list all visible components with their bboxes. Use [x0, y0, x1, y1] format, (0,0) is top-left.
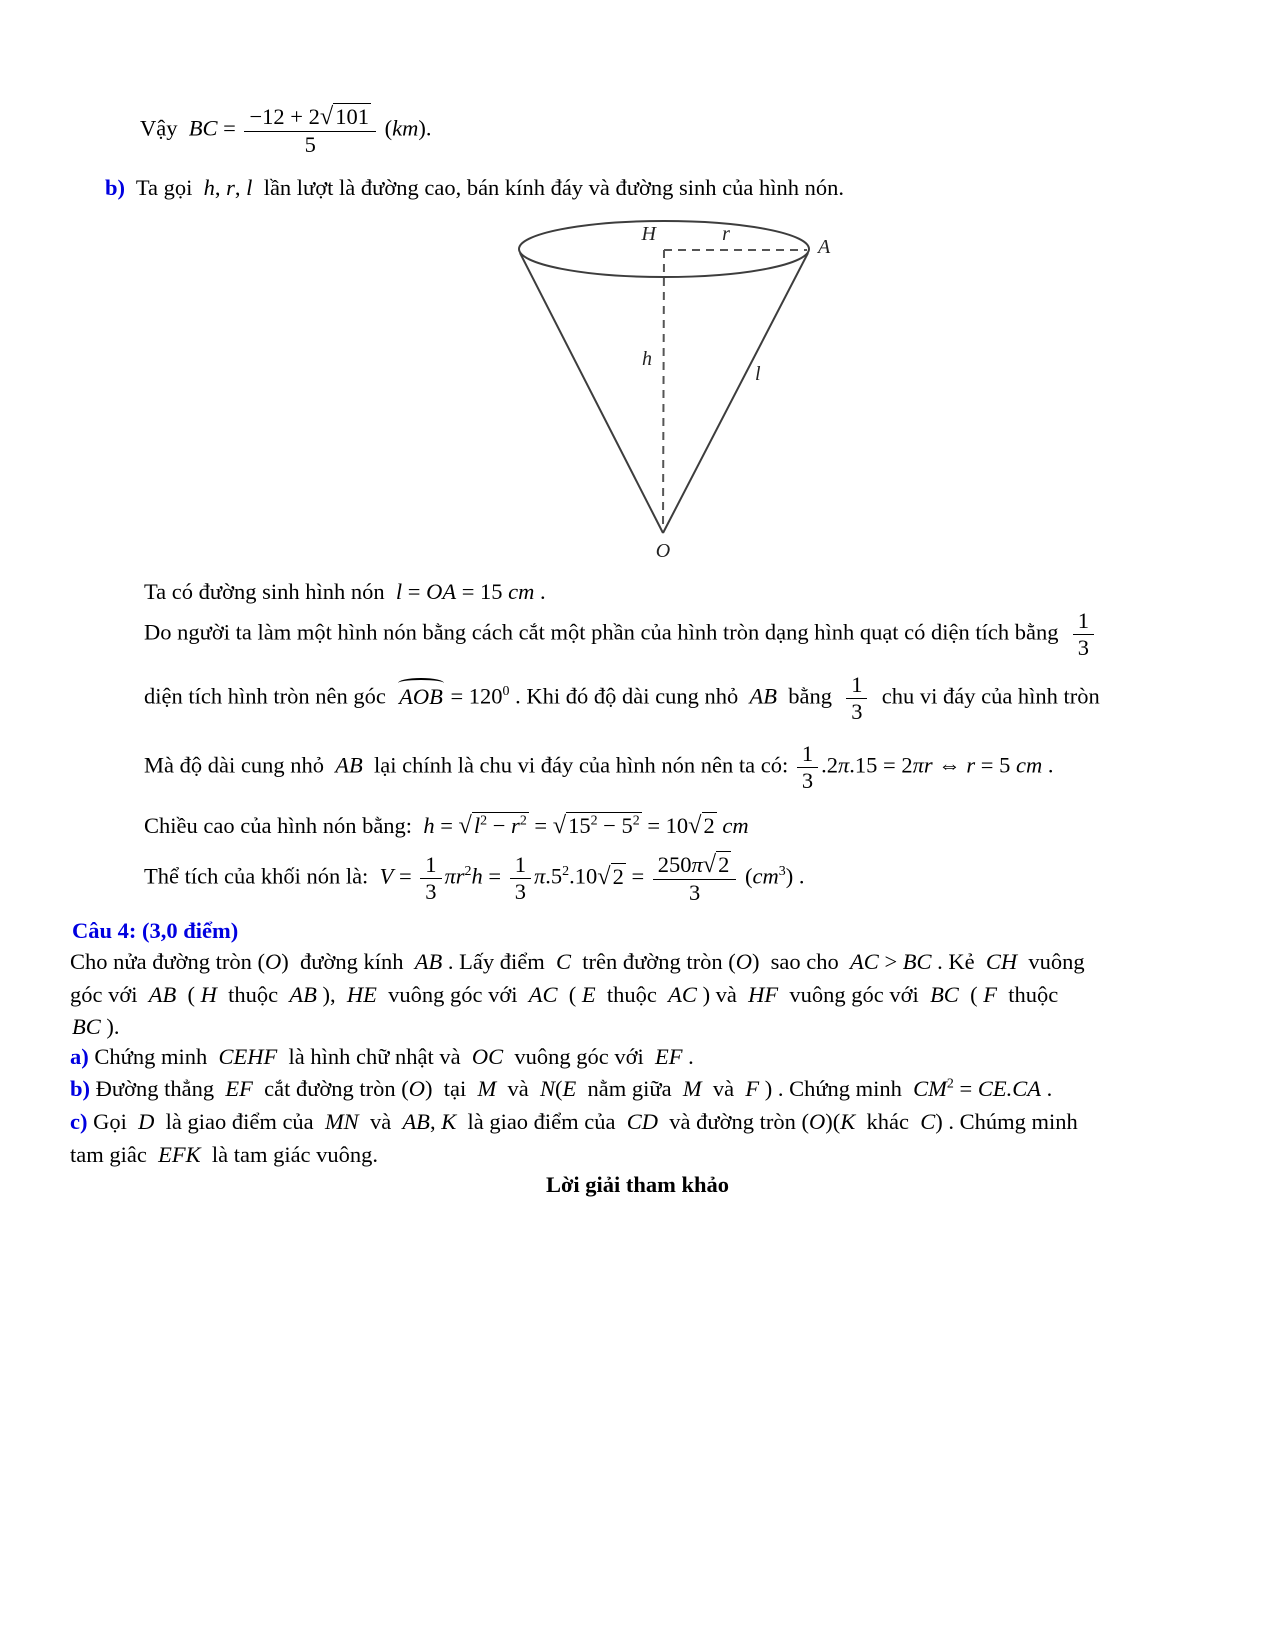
cone-height-dashed-line — [663, 250, 664, 530]
square-root: √2 — [702, 851, 730, 878]
fraction: $\frac{1}{3}$ — [846, 672, 867, 725]
solution-line-do-nguoi: Do người ta làm một hình nón bằng cách cắt một phần của hình tròn dạng hình quạt có diện tích bằng $\frac{1}{3}$ — [144, 608, 1097, 661]
cau4-item-b: b) Đường thẳng EF cắt đường tròn (O) tại M và N(E nằm giữa M và F ) . Chứng minh $CM^2 = CE.CA$ . — [70, 1076, 1053, 1101]
cau4-problem-line3: BC ). — [72, 1014, 120, 1039]
cone-figure-svg — [478, 212, 848, 564]
solution-line-part-b-intro: b) Ta gọi h, r, l lần lượt là đường cao, bán kính đáy và đường sinh của hình nón. — [105, 175, 844, 200]
fraction: $\frac{-12 + 2√101}{5}$ — [244, 103, 375, 158]
cau4-item-c-line1: c) Gọi D là giao điểm của MN và AB, K là giao điểm của CD và đường tròn (O)(K khác C) . Chúmg minh — [70, 1109, 1078, 1134]
square-root: $√15^2 - 5^2$ — [552, 812, 640, 839]
solution-line-duong-sinh: Ta có đường sinh hình nón l = OA = 15 cm . — [144, 579, 546, 604]
cone-label-H: H — [641, 223, 656, 245]
cone-label-l: l — [755, 363, 761, 385]
cau4-problem-line1: Cho nửa đường tròn (O) đường kính AB . Lấy điểm C trên đường tròn (O) sao cho AC > BC . Kẻ CH vuông — [70, 949, 1085, 974]
solution-line-ma-do-dai: Mà độ dài cung nhỏ AB lại chính là chu vi đáy của hình nón nên ta có: $\frac{1}{3}$ .2π.15 = 2πr ⇔ r = 5 cm . — [144, 741, 1054, 793]
arc-overline: AOB — [397, 682, 445, 711]
solution-line-dien-tich: diện tích hình tròn nên góc AOB = $120^0$ . Khi đó độ dài cung nhỏ AB bằng $\frac{1}{3}$ chu vi đáy của hình tròn — [144, 672, 1100, 724]
square-root: √101 — [319, 103, 369, 130]
square-root: √2 — [688, 812, 715, 839]
cone-figure — [478, 212, 848, 570]
fraction: $\frac{1}{3}$ — [510, 852, 531, 905]
cone-label-h: h — [642, 348, 652, 370]
fraction: $\frac{250\pi√2}{3}$ — [653, 851, 737, 906]
cau4-problem-line2: góc với AB ( H thuộc AB ), HE vuông góc với AC ( E thuộc AC ) và HF vuông góc với BC ( F thuộc — [70, 982, 1059, 1007]
cone-right-edge — [663, 253, 808, 533]
cone-label-A: A — [818, 236, 831, 258]
cau4-heading: Câu 4: (3,0 điểm) — [72, 918, 239, 943]
cone-label-r: r — [722, 223, 730, 245]
reference-solution-heading: Lời giải tham khảo — [545, 1172, 730, 1197]
square-root: $√l^2 - r^2$ — [458, 812, 527, 839]
fraction: $\frac{1}{3}$ — [420, 852, 441, 905]
cone-left-edge — [520, 253, 663, 533]
cone-label-O: O — [655, 540, 671, 562]
solution-line-the-tich: Thể tích của khối nón là: V = $\frac{1}{3}$ $\pi r^2h$ = $\frac{1}{3}$ $\pi.5^2.10√2$ = $\frac{250\pi√2}{3}$ $(cm^3)$ . — [144, 851, 805, 905]
solution-line-bc-result: Vậy BC = $\frac{-12 + 2√101}{5}$ (km). — [140, 103, 432, 157]
fraction: $\frac{1}{3}$ — [1073, 608, 1094, 661]
cau4-item-a: a) Chứng minh CEHF là hình chữ nhật và OC vuông góc với EF . — [70, 1044, 694, 1069]
square-root: √2 — [597, 862, 624, 890]
fraction: $\frac{1}{3}$ — [797, 741, 818, 794]
solution-line-chieu-cao: Chiều cao của hình nón bằng: $h = √l^2 - r^2 = √15^2 - 5^2 = 10√2$ cm — [144, 812, 749, 839]
cau4-item-c-line2: tam giâc EFK là tam giác vuông. — [70, 1142, 379, 1167]
